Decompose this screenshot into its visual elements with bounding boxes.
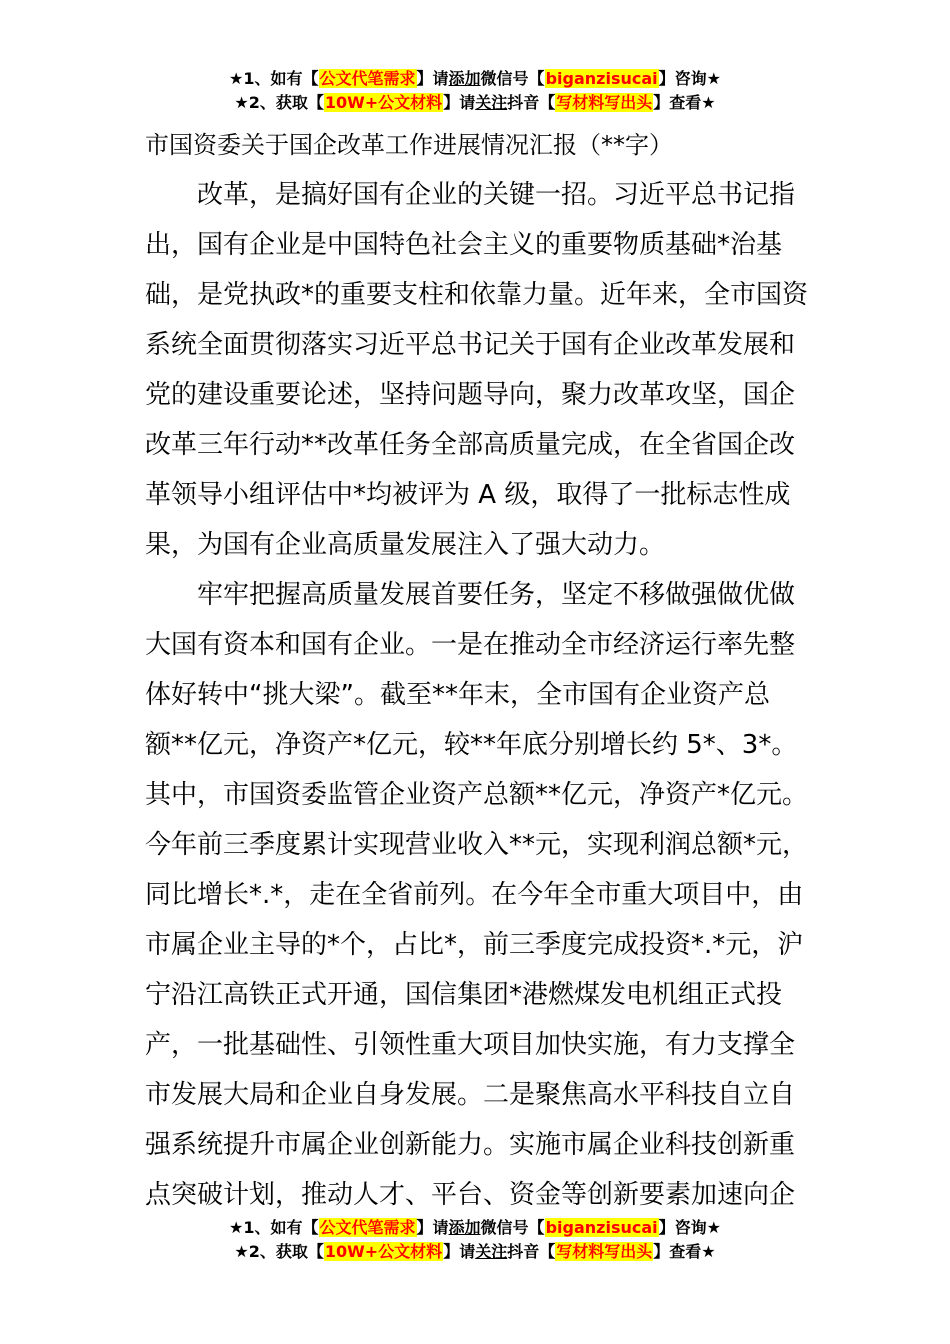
- banner-highlight: 公文代笔需求: [319, 1218, 416, 1237]
- banner-text: 】查看★: [653, 93, 716, 112]
- paragraph-line: 牢牢把握高质量发展首要任务，坚定不移做强做优做: [197, 580, 796, 610]
- paragraph-line: 强系统提升市属企业创新能力。实施市属企业科技创新重: [145, 1130, 796, 1160]
- banner-text: 】咨询★: [658, 69, 721, 88]
- banner-highlight: 10W+公文材料: [324, 93, 443, 112]
- paragraph-line: 系统全面贯彻落实习近平总书记关于国有企业改革发展和: [145, 330, 796, 360]
- banner-text: 抖音【: [507, 1242, 556, 1261]
- banner-text: ★1、如有【: [229, 1218, 319, 1237]
- paragraph-line: 础，是党执政*的重要支柱和依靠力量。近年来，全市国资: [145, 280, 809, 310]
- banner-underline-text: 关注: [475, 93, 508, 112]
- paragraph-line: 大国有资本和国有企业。一是在推动全市经济运行率先整: [145, 630, 796, 660]
- banner-text: 】请: [416, 69, 449, 88]
- banner-highlight: 10W+公文材料: [324, 1242, 443, 1261]
- top-banner: [0, 68, 950, 116]
- paragraph-line: 其中，市国资委监管企业资产总额**亿元，净资产*亿元。: [145, 780, 809, 810]
- paragraph-line: 额**亿元，净资产*亿元，较**年底分别增长约 5*、3*。: [145, 730, 798, 760]
- paragraph-line: 产，一批基础性、引领性重大项目加快实施，有力支撑全: [145, 1030, 796, 1060]
- document-body: [145, 120, 815, 1220]
- banner-text: 微信号【: [480, 1218, 545, 1237]
- banner-underline-text: 关注: [475, 1242, 508, 1261]
- banner-line-2: [0, 92, 950, 116]
- banner-text: 】咨询★: [658, 1218, 721, 1237]
- banner-highlight-douyin: 写材料写出头: [556, 93, 653, 112]
- banner-line-1: [0, 68, 950, 92]
- banner-text: ★2、获取【: [234, 93, 324, 112]
- paragraph-line: 党的建设重要论述，坚持问题导向，聚力改革攻坚，国企: [145, 380, 796, 410]
- paragraph-line: 宁沿江高铁正式开通，国信集团*港燃煤发电机组正式投: [145, 980, 783, 1010]
- banner-highlight-douyin: 写材料写出头: [556, 1242, 653, 1261]
- banner-underline-text: 添加: [448, 69, 481, 88]
- banner-text: 微信号【: [480, 69, 545, 88]
- paragraph-line: 点突破计划，推动人才、平台、资金等创新要素加速向企: [145, 1180, 796, 1210]
- banner-text: 】请: [443, 93, 476, 112]
- paragraph-line: 今年前三季度累计实现营业收入**元，实现利润总额*元，: [145, 830, 809, 860]
- banner-highlight: 公文代笔需求: [319, 69, 416, 88]
- banner-text: 】请: [416, 1218, 449, 1237]
- bottom-banner: [0, 1217, 950, 1265]
- paragraph-line: 果，为国有企业高质量发展注入了强大动力。: [145, 530, 666, 560]
- banner-text: 】查看★: [653, 1242, 716, 1261]
- paragraph-line: 同比增长*.*，走在全省前列。在今年全市重大项目中，由: [145, 880, 804, 910]
- banner-text: 】请: [443, 1242, 476, 1261]
- banner-line-2: [0, 1241, 950, 1265]
- paragraph-line: 体好转中“挑大梁”。截至**年末，全市国有企业资产总: [145, 680, 770, 710]
- banner-underline-text: 添加: [448, 1218, 481, 1237]
- paragraph-line: 革领导小组评估中*均被评为 A 级，取得了一批标志性成: [145, 480, 791, 510]
- paragraph-line: 市发展大局和企业自身发展。二是聚焦高水平科技自立自: [145, 1080, 796, 1110]
- paragraph-line: 出，国有企业是中国特色社会主义的重要物质基础*治基: [145, 230, 783, 260]
- paragraph-line: 改革，是搞好国有企业的关键一招。习近平总书记指: [197, 180, 796, 210]
- paragraph-line: 改革三年行动**改革任务全部高质量完成，在全省国企改: [145, 430, 796, 460]
- paragraph-line: 市属企业主导的*个，占比*，前三季度完成投资*.*元，沪: [145, 930, 804, 960]
- banner-text: ★1、如有【: [229, 69, 319, 88]
- document-title: 市国资委关于国企改革工作进展情况汇报（**字）: [145, 131, 673, 159]
- banner-text: 抖音【: [507, 93, 556, 112]
- banner-line-1: [0, 1217, 950, 1241]
- banner-text: ★2、获取【: [234, 1242, 324, 1261]
- banner-highlight-wechat: biganzisucai: [545, 1218, 658, 1237]
- banner-highlight-wechat: biganzisucai: [545, 69, 658, 88]
